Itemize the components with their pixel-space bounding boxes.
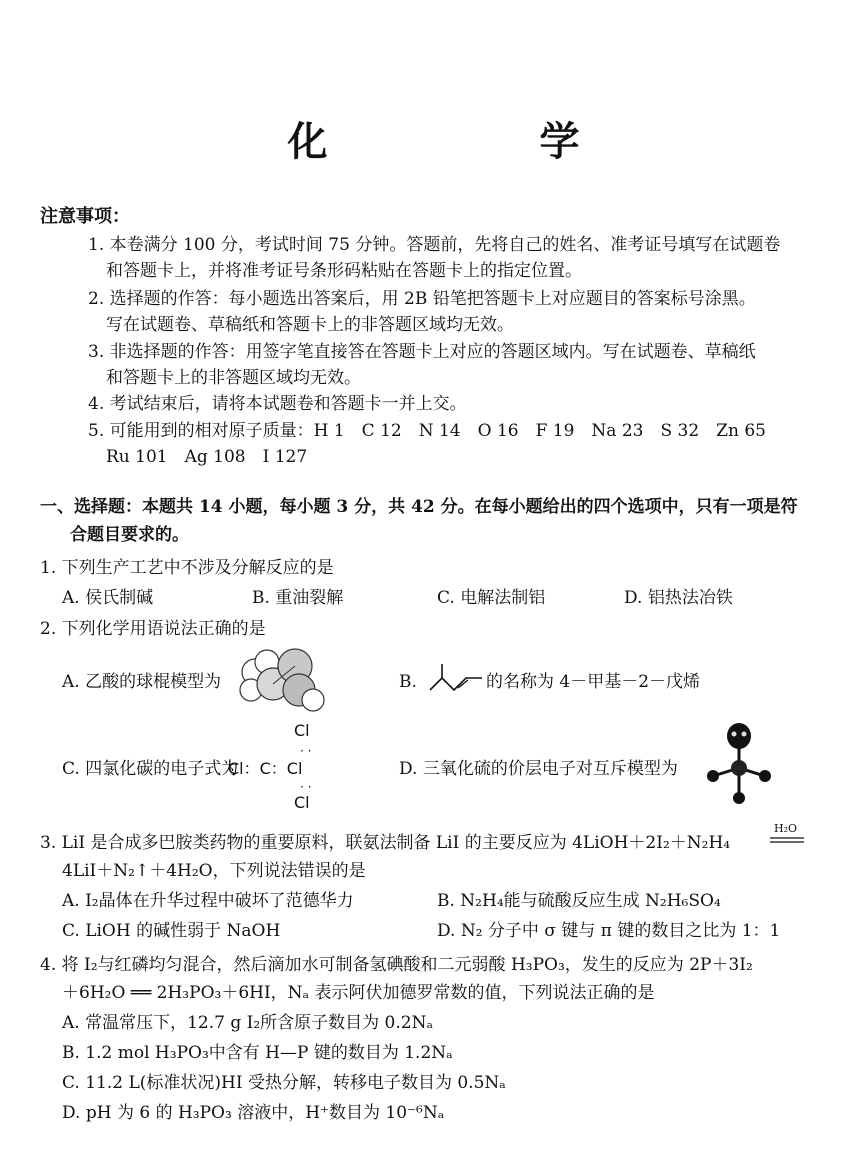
- section-heading: 一、选择题：本题共 14 小题，每小题 3 分，共 42 分。在每小题给出的四个选项中，只有一项是符: [40, 497, 798, 517]
- question-4-stem: 4. 将 I₂与红磷均匀混合，然后滴加水可制备氢碘酸和二元弱酸 H₃PO₃，发生的反应为 2P＋3I₂: [40, 955, 753, 975]
- notes-item: 1. 本卷满分 100 分，考试时间 75 分钟。答题前，先将自己的姓名、准考证号填写在试题卷: [88, 235, 781, 255]
- reaction-condition: H₂O: [774, 822, 798, 835]
- vsepr-model: [703, 722, 775, 806]
- q4-option-c: C. 11.2 L(标准状况)HI 受热分解，转移电子数目为 0.5Nₐ: [62, 1073, 506, 1093]
- notes-item: 4. 考试结束后，请将本试题卷和答题卡一并上交。: [88, 394, 467, 414]
- notes-heading: 注意事项：: [40, 206, 130, 227]
- notes-item: 2. 选择题的作答：每小题选出答案后，用 2B 铅笔把答题卡上对应题目的答案标号涂黑。: [88, 289, 756, 309]
- q2-option-b-label: B.: [399, 672, 417, 692]
- q2-option-a: A. 乙酸的球棍模型为: [62, 672, 222, 692]
- skeletal-formula: [428, 660, 484, 696]
- lewis-dots-bottom: · ·: [300, 780, 312, 794]
- q1-option-c: C. 电解法制铝: [437, 588, 546, 608]
- notes-item: 写在试题卷、草稿纸和答题卡上的非答题区域均无效。: [106, 315, 514, 335]
- notes-item: 3. 非选择题的作答：用签字笔直接答在答题卡上对应的答题区域内。写在试题卷、草稿纸: [88, 342, 756, 362]
- notes-item: 和答题卡上的非答题区域均无效。: [106, 368, 361, 388]
- q1-option-a: A. 侯氏制碱: [62, 588, 154, 608]
- q3-option-d: D. N₂ 分子中 σ 键与 π 键的数目之比为 1：1: [437, 921, 781, 941]
- q4-option-a: A. 常温常压下，12.7 g I₂所含原子数目为 0.2Nₐ: [62, 1013, 434, 1033]
- q1-option-d: D. 铝热法冶铁: [624, 588, 733, 608]
- lewis-dots-top: · ·: [300, 744, 312, 758]
- lewis-top-cl: Cl: [294, 721, 310, 740]
- q4-option-d: D. pH 为 6 的 H₃PO₃ 溶液中，H⁺数目为 10⁻⁶Nₐ: [62, 1103, 445, 1123]
- q3-option-b: B. N₂H₄能与硫酸反应生成 N₂H₆SO₄: [437, 891, 721, 911]
- q2-option-d: D. 三氧化硫的价层电子对互斥模型为: [399, 759, 678, 779]
- question-4-stem-cont: ＋6H₂O ══ 2H₃PO₃＋6HI，Nₐ 表示阿伏加德罗常数的值，下列说法正确的是: [62, 983, 655, 1003]
- question-3-stem-cont: 4LiI＋N₂↑＋4H₂O，下列说法错误的是: [62, 861, 366, 881]
- equals-arrow: [770, 836, 804, 844]
- page-title: 化 学: [287, 118, 666, 165]
- question-1-stem: 1. 下列生产工艺中不涉及分解反应的是: [40, 558, 334, 578]
- q2-option-c: C. 四氯化碳的电子式为: [62, 759, 239, 779]
- q4-option-b: B. 1.2 mol H₃PO₃中含有 H—P 键的数目为 1.2Nₐ: [62, 1043, 453, 1063]
- q3-option-a: A. I₂晶体在升华过程中破坏了范德华力: [62, 891, 354, 911]
- q1-option-b: B. 重油裂解: [252, 588, 344, 608]
- question-3-stem: 3. LiI 是合成多巴胺类药物的重要原料，联氨法制备 LiI 的主要反应为 4LiOH＋2I₂＋N₂H₄: [40, 833, 731, 853]
- question-2-stem: 2. 下列化学用语说法正确的是: [40, 619, 266, 639]
- lewis-center: Cl：C：Cl: [228, 759, 303, 778]
- lewis-bottom-cl: Cl: [294, 793, 310, 812]
- section-heading-cont: 合题目要求的。: [70, 525, 189, 545]
- notes-item: 5. 可能用到的相对原子质量：H 1 C 12 N 14 O 16 F 19 Na 23 S 32 Zn 65: [88, 421, 766, 441]
- acetic-acid-ball-stick-model: [237, 644, 327, 716]
- q3-option-c: C. LiOH 的碱性弱于 NaOH: [62, 921, 281, 941]
- notes-item: Ru 101 Ag 108 I 127: [106, 447, 308, 467]
- q2-option-b-text: 的名称为 4－甲基－2－戊烯: [486, 672, 701, 692]
- notes-item: 和答题卡上，并将准考证号条形码粘贴在答题卡上的指定位置。: [106, 261, 582, 281]
